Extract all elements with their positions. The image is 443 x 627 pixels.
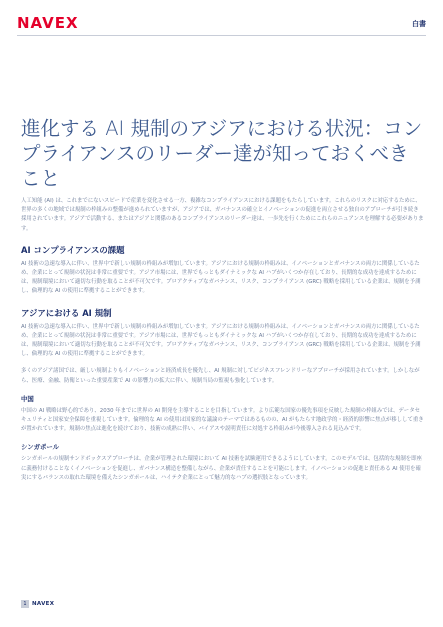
page-footer (21, 600, 54, 608)
section-heading-asia-regulation: アジアにおける AI 規制 (21, 307, 112, 318)
footer-brand: NAVEX (32, 601, 55, 607)
asia-regulation-paragraph-2: 多くのアジア諸国では、厳しい規制よりもイノベーションと経済成長を優先し、AI 規制に対してビジネスフレンドリーなアプローチが採用されています。しかしながら、医療、金融、防衛といった重要産業で AI の影響力の拡大に伴い、規制当局の監視も強化しています。 (21, 368, 420, 384)
singapore-paragraph: シンガポールの規制サンドボックスアプローチは、企業が管理された環境において AI 技術を試験運用できるようにしています。このモデルでは、包括的な規制を即座に義務付けることなくイノベーションを促進し、ガバナンス構造を整備しながら、企業が責任することを可能にします。イノベーションの促進と責任ある AI 使用を確実にするバランスの取れた環境を備えたシンガポールは、ハイテク企業にとって魅力的なハブの選択肢となっています。 (21, 456, 422, 481)
page-title: 進化する AI 規制のアジアにおける状況：コンプライアンスのリーダー達が知っておくべきこと (21, 117, 423, 190)
document-type-label: 白書 (412, 20, 426, 28)
subheading-china: 中国 (21, 394, 34, 403)
page-header (17, 14, 426, 34)
intro-paragraph: 人工知能 (AI) は、これまでにないスピードで産業を変化させる一方、複雑なコンプライアンスにおける課題をもたらしています。これらのリスクに対応するために、世界の多くの地域では規制の枠組みの整備が進められていますが、アジアでは、ガバナンスの確立とイノベーションの促進を両立させる独自のアプローチが引き続き採用されています。アジアで活動する、またはアジアと関係のあるコンプライアンスのリーダー達は、一歩先を行くためにこれらのニュアンスを理解する必要があります。 (21, 198, 424, 232)
china-paragraph: 中国の AI 戦略は野心的であり、2030 年までに世界の AI 開発を主導することを目指しています。より広範な国家の優先事項を反映した規制の枠組みでは、データセキュリティと国家安全保障を重視しています。倫理的な AI の使用は国家的な議論のテーマではあるものの、AI がもたらす地政学的・経済的影響に焦点が移しして重きが置かれています。規制の焦点は進化を続けており、技術の成熟に伴い、バイアスや説明責任に対処する枠組みが今後導入される見込みです。 (21, 407, 424, 433)
page-number: 1 (21, 600, 29, 608)
document-body (21, 197, 424, 491)
subheading-singapore: シンガポール (21, 443, 60, 452)
section-heading-ai-compliance: AI コンプライアンスの課題 (21, 244, 125, 255)
navex-logo: NAVEX (17, 14, 79, 32)
ai-compliance-paragraph: AI 技術の急速な導入に伴い、世界中で新しい規制の枠組みが増加しています。アジアにおける規制の枠組みは、イノベーションとガバナンスの両方に関係しているため、企業にとって規制の状況は非常に重要です。アジア市場には、世界でもっともダイナミックな AI ハブがいくつか存在しており、長期的な成功を達成するためには、規制環境において適切な行動を取ることが不可欠です。プロアクティブなガバナンス、リスク、コンプライアンス (GRC) 戦略を採用している企業は、規制を予測し、倫理的な AI の使用に準拠することができます。 (21, 260, 421, 295)
header-divider (17, 35, 426, 36)
asia-regulation-paragraph-1: AI 技術の急速な導入に伴い、世界中で新しい規制の枠組みが増加しています。アジアにおける規制の枠組みは、イノベーションとガバナンスの両方に関係しているため、企業にとって規制の状況は非常に重要です。アジア市場には、世界でもっともダイナミックな AI ハブがいくつか存在しており、長期的な成功を達成するためには、規制環境において適切な行動を取ることが不可欠です。プロアクティブなガバナンス、リスク、コンプライアンス (GRC) 戦略を採用している企業は、規制を予測し、倫理的な AI の使用に準拠することができます。 (21, 323, 421, 358)
